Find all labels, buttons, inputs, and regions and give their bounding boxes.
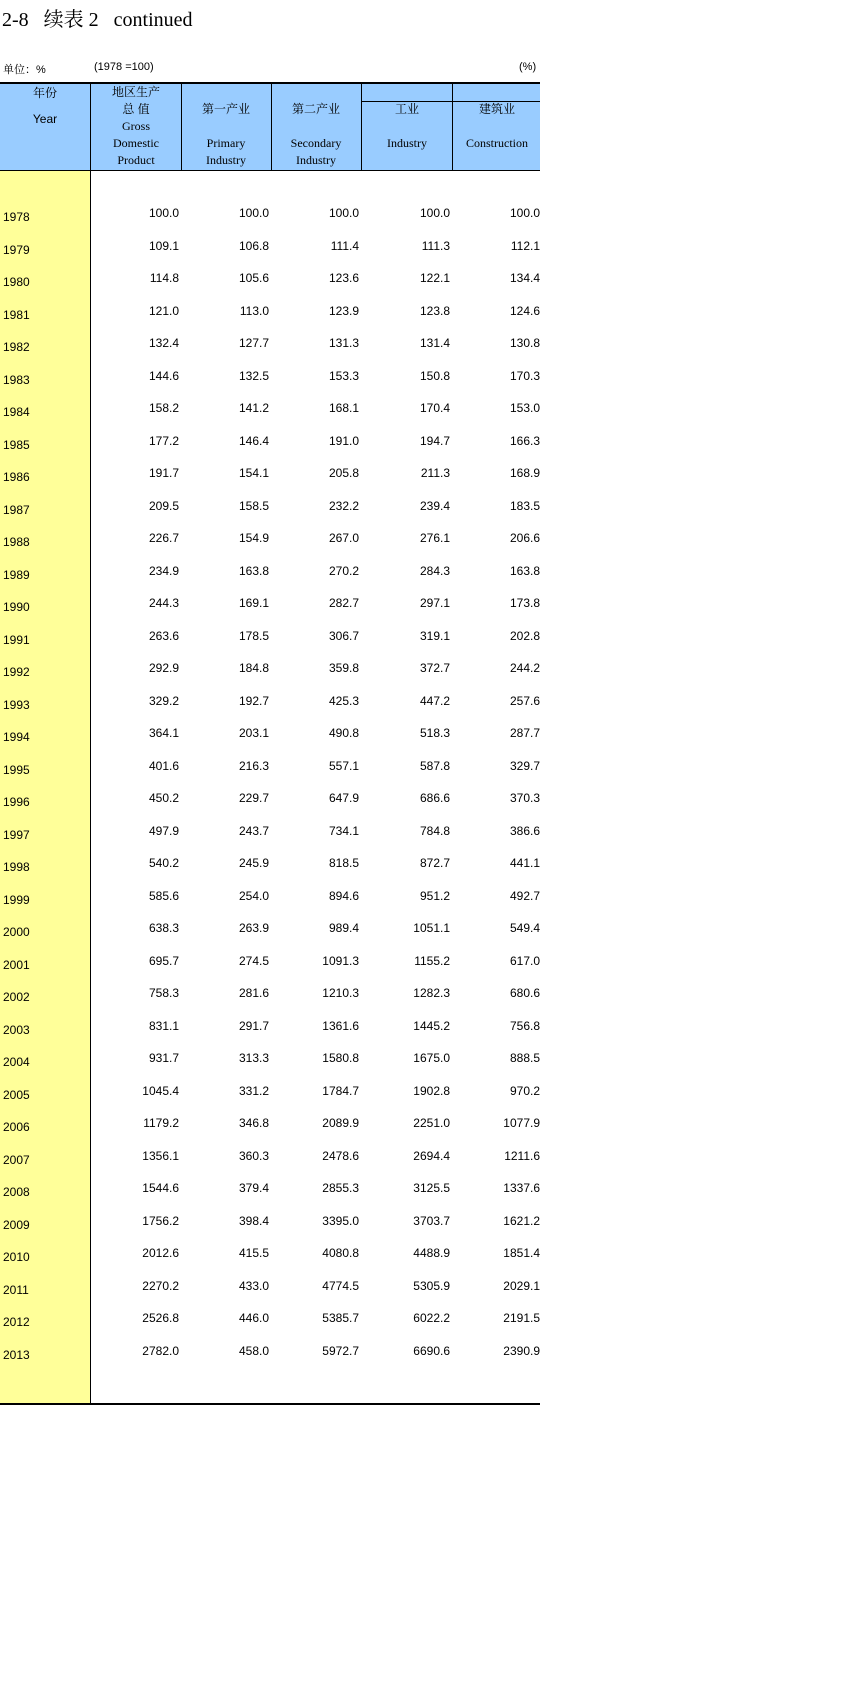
percent-label: (%) <box>519 61 537 73</box>
year-cell: 2012 <box>3 1315 30 1329</box>
primary-cell: 415.5 <box>238 1246 269 1260</box>
gdp-cell: 109.1 <box>148 238 179 253</box>
gdp-cell: 158.2 <box>148 401 179 415</box>
primary-cell: 146.4 <box>238 433 269 448</box>
gdp-cell: 2270.2 <box>142 1278 179 1293</box>
construction-cell: 153.0 <box>509 401 540 415</box>
secondary-cell: 359.8 <box>328 661 359 675</box>
table-row <box>0 267 540 299</box>
gdp-cell: 121.0 <box>148 303 179 318</box>
construction-cell: 970.2 <box>509 1083 540 1098</box>
gdp-cell: 132.4 <box>148 336 179 350</box>
secondary-cell: 989.4 <box>328 921 359 935</box>
primary-cell: 245.9 <box>238 856 269 870</box>
gdp-cell: 540.2 <box>148 856 179 870</box>
industry-cell: 1282.3 <box>413 986 450 1000</box>
construction-cell: 206.6 <box>509 531 540 545</box>
header-gdp-cn2: 总 值 <box>122 102 150 116</box>
industry-cell: 3703.7 <box>413 1213 450 1228</box>
secondary-cell: 267.0 <box>328 531 359 545</box>
secondary-cell: 282.7 <box>328 596 359 610</box>
table-row <box>0 917 540 949</box>
secondary-cell: 1784.7 <box>322 1083 359 1098</box>
construction-cell: 617.0 <box>509 953 540 968</box>
table-row <box>0 462 540 494</box>
construction-cell: 163.8 <box>509 563 540 578</box>
year-cell: 1982 <box>3 340 30 354</box>
gdp-cell: 177.2 <box>148 433 179 448</box>
primary-cell: 192.7 <box>238 693 269 708</box>
table-row <box>0 592 540 624</box>
secondary-cell: 111.4 <box>330 238 359 253</box>
industry-cell: 518.3 <box>419 726 450 740</box>
construction-cell: 183.5 <box>509 498 540 513</box>
primary-cell: 254.0 <box>238 888 269 903</box>
primary-cell: 154.1 <box>238 466 269 480</box>
table-row <box>0 787 540 819</box>
header-gdp <box>91 84 181 170</box>
secondary-cell: 5385.7 <box>322 1311 359 1325</box>
secondary-cell: 1210.3 <box>322 986 359 1000</box>
primary-cell: 360.3 <box>238 1148 269 1163</box>
construction-cell: 168.9 <box>509 466 540 480</box>
table-row <box>0 852 540 884</box>
table-row <box>0 300 540 332</box>
construction-cell: 2029.1 <box>503 1278 540 1293</box>
gdp-cell: 209.5 <box>148 498 179 513</box>
construction-cell: 130.8 <box>509 336 540 350</box>
table-row <box>0 1047 540 1079</box>
construction-cell: 1621.2 <box>503 1213 540 1228</box>
secondary-cell: 1361.6 <box>322 1018 359 1033</box>
gdp-cell: 114.8 <box>149 271 179 285</box>
industry-cell: 1902.8 <box>413 1083 450 1098</box>
construction-cell: 370.3 <box>509 791 540 805</box>
header-divider <box>90 84 91 170</box>
industry-cell: 872.7 <box>419 856 450 870</box>
primary-cell: 106.8 <box>238 238 269 253</box>
construction-cell: 100.0 <box>509 206 540 220</box>
industry-cell: 100.0 <box>419 206 450 220</box>
table-body <box>0 171 540 1405</box>
construction-cell: 134.4 <box>509 271 540 285</box>
header-gdp-en1: Gross <box>121 119 150 133</box>
header-gdp-en3: Product <box>117 153 155 167</box>
header-subgroup-rule <box>361 101 540 102</box>
year-cell: 1992 <box>3 665 30 679</box>
year-cell: 1995 <box>3 762 30 777</box>
secondary-cell: 1091.3 <box>322 953 359 968</box>
industry-cell: 170.4 <box>419 401 450 415</box>
year-cell: 1989 <box>3 567 30 582</box>
gdp-cell: 1756.2 <box>142 1213 179 1228</box>
table-row <box>0 885 540 917</box>
year-cell: 1984 <box>3 405 30 419</box>
construction-cell: 1211.6 <box>504 1148 540 1163</box>
construction-cell: 1851.4 <box>503 1246 540 1260</box>
year-cell: 1983 <box>3 372 30 387</box>
header-construction <box>452 84 542 170</box>
table-row <box>0 1275 540 1307</box>
industry-cell: 297.1 <box>419 596 450 610</box>
primary-cell: 229.7 <box>238 791 269 805</box>
primary-cell: 281.6 <box>238 986 269 1000</box>
header-industry-en: Industry <box>387 136 427 150</box>
industry-cell: 319.1 <box>419 628 450 643</box>
table-row <box>0 495 540 527</box>
primary-cell: 141.2 <box>238 401 269 415</box>
header-industry <box>362 84 452 170</box>
construction-cell: 329.7 <box>509 758 540 773</box>
header-construction-en: Construction <box>466 136 528 150</box>
construction-cell: 549.4 <box>509 921 540 935</box>
gdp-cell: 695.7 <box>148 953 179 968</box>
industry-cell: 150.8 <box>419 368 450 383</box>
industry-cell: 111.3 <box>421 238 450 253</box>
industry-cell: 211.3 <box>420 466 450 480</box>
primary-cell: 291.7 <box>238 1018 269 1033</box>
industry-cell: 3125.5 <box>413 1181 450 1195</box>
primary-cell: 105.6 <box>238 271 269 285</box>
construction-cell: 2191.5 <box>503 1311 540 1325</box>
secondary-cell: 1580.8 <box>322 1051 359 1065</box>
table-row <box>0 235 540 267</box>
industry-cell: 587.8 <box>419 758 450 773</box>
primary-cell: 203.1 <box>238 726 269 740</box>
table-row <box>0 950 540 982</box>
primary-cell: 446.0 <box>238 1311 269 1325</box>
table-row <box>0 1080 540 1112</box>
secondary-cell: 425.3 <box>328 693 359 708</box>
year-cell: 1990 <box>3 600 30 614</box>
header-year-cn: 年份 <box>32 86 57 100</box>
year-cell: 2003 <box>3 1022 30 1037</box>
year-cell: 2006 <box>3 1120 30 1134</box>
header-industry-cn: 工业 <box>394 102 419 116</box>
gdp-cell: 831.1 <box>148 1018 179 1033</box>
secondary-cell: 2089.9 <box>322 1116 359 1130</box>
table-row <box>0 722 540 754</box>
gdp-cell: 234.9 <box>148 563 179 578</box>
gdp-cell: 450.2 <box>148 791 179 805</box>
table-row <box>0 1210 540 1242</box>
primary-cell: 379.4 <box>238 1181 269 1195</box>
construction-cell: 680.6 <box>509 986 540 1000</box>
industry-cell: 1051.1 <box>413 921 450 935</box>
table-row <box>0 1307 540 1339</box>
construction-cell: 2390.9 <box>503 1343 540 1358</box>
secondary-cell: 4080.8 <box>322 1246 359 1260</box>
secondary-cell: 3395.0 <box>322 1213 359 1228</box>
secondary-cell: 205.8 <box>328 466 359 480</box>
table-row <box>0 1112 540 1144</box>
year-cell: 2000 <box>3 925 30 939</box>
header-construction-cn: 建筑业 <box>478 102 515 116</box>
secondary-cell: 131.3 <box>328 336 359 350</box>
year-cell: 1998 <box>3 860 30 874</box>
construction-cell: 166.3 <box>509 433 540 448</box>
gdp-cell: 497.9 <box>148 823 179 838</box>
industry-cell: 122.1 <box>419 271 450 285</box>
gdp-cell: 931.7 <box>148 1051 179 1065</box>
construction-cell: 1077.9 <box>503 1116 540 1130</box>
table-row <box>0 625 540 657</box>
secondary-cell: 2478.6 <box>322 1148 359 1163</box>
secondary-cell: 734.1 <box>328 823 359 838</box>
table-row <box>0 1340 540 1372</box>
industry-cell: 5305.9 <box>413 1278 450 1293</box>
header-divider <box>181 84 182 170</box>
industry-cell: 686.6 <box>419 791 450 805</box>
gdp-cell: 2782.0 <box>142 1343 179 1358</box>
secondary-cell: 100.0 <box>328 206 359 220</box>
industry-cell: 194.7 <box>419 433 450 448</box>
gdp-cell: 638.3 <box>148 921 179 935</box>
year-cell: 1986 <box>3 470 30 484</box>
industry-cell: 284.3 <box>419 563 450 578</box>
secondary-cell: 123.9 <box>328 303 359 318</box>
primary-cell: 154.9 <box>238 531 269 545</box>
year-cell: 2011 <box>3 1282 29 1297</box>
table-row <box>0 430 540 462</box>
primary-cell: 100.0 <box>238 206 269 220</box>
primary-cell: 169.1 <box>238 596 269 610</box>
header-primary-en1: Primary <box>206 136 246 150</box>
primary-cell: 458.0 <box>238 1343 269 1358</box>
construction-cell: 756.8 <box>509 1018 540 1033</box>
primary-cell: 127.7 <box>238 336 269 350</box>
industry-cell: 2694.4 <box>413 1148 450 1163</box>
year-cell: 1996 <box>3 795 30 809</box>
year-cell: 1987 <box>3 502 30 517</box>
year-cell: 1979 <box>3 242 30 257</box>
construction-cell: 170.3 <box>509 368 540 383</box>
industry-cell: 276.1 <box>419 531 450 545</box>
year-cell: 1997 <box>3 827 30 842</box>
year-cell: 2005 <box>3 1087 30 1102</box>
secondary-cell: 2855.3 <box>322 1181 359 1195</box>
gdp-cell: 1544.6 <box>142 1181 179 1195</box>
year-cell: 1981 <box>3 307 30 322</box>
construction-cell: 888.5 <box>509 1051 540 1065</box>
industry-cell: 6690.6 <box>413 1343 450 1358</box>
gdp-cell: 144.6 <box>148 368 179 383</box>
industry-cell: 4488.9 <box>413 1246 450 1260</box>
secondary-cell: 191.0 <box>328 433 359 448</box>
primary-cell: 331.2 <box>238 1083 269 1098</box>
year-cell: 1999 <box>3 892 30 907</box>
table-row <box>0 1145 540 1177</box>
industry-cell: 372.7 <box>419 661 450 675</box>
table-header <box>0 82 540 171</box>
year-cell: 2013 <box>3 1347 30 1362</box>
header-secondary <box>271 84 361 170</box>
construction-cell: 386.6 <box>509 823 540 838</box>
gdp-cell: 2012.6 <box>142 1246 179 1260</box>
primary-cell: 263.9 <box>238 921 269 935</box>
primary-cell: 346.8 <box>238 1116 269 1130</box>
primary-cell: 184.8 <box>238 661 269 675</box>
table-row <box>0 982 540 1014</box>
industry-cell: 2251.0 <box>413 1116 450 1130</box>
gdp-cell: 329.2 <box>148 693 179 708</box>
gdp-cell: 100.0 <box>148 206 179 220</box>
year-cell: 2001 <box>3 957 30 972</box>
table-row <box>0 657 540 689</box>
table-row <box>0 332 540 364</box>
gdp-cell: 1179.2 <box>143 1116 179 1130</box>
header-primary <box>181 84 271 170</box>
header-year-en: Year <box>32 112 58 126</box>
table-row <box>0 397 540 429</box>
secondary-cell: 557.1 <box>328 758 359 773</box>
primary-cell: 178.5 <box>238 628 269 643</box>
secondary-cell: 5972.7 <box>322 1343 359 1358</box>
year-cell: 2004 <box>3 1055 30 1069</box>
gdp-cell: 292.9 <box>148 661 179 675</box>
table-row <box>0 527 540 559</box>
industry-cell: 447.2 <box>419 693 450 708</box>
construction-cell: 112.1 <box>510 238 540 253</box>
industry-cell: 1155.2 <box>414 953 450 968</box>
construction-cell: 202.8 <box>509 628 540 643</box>
unit-label: 单位：% <box>3 64 46 76</box>
secondary-cell: 4774.5 <box>322 1278 359 1293</box>
header-secondary-en2: Industry <box>296 153 336 167</box>
year-cell: 1980 <box>3 275 30 289</box>
secondary-cell: 894.6 <box>328 888 359 903</box>
index-table <box>0 82 540 1405</box>
primary-cell: 398.4 <box>238 1213 269 1228</box>
table-row <box>0 690 540 722</box>
table-row <box>0 1177 540 1209</box>
industry-cell: 1675.0 <box>413 1051 450 1065</box>
header-divider <box>271 84 272 170</box>
secondary-cell: 490.8 <box>328 726 359 740</box>
year-cell: 2008 <box>3 1185 30 1199</box>
primary-cell: 433.0 <box>238 1278 269 1293</box>
table-row <box>0 202 540 234</box>
year-cell: 2010 <box>3 1250 30 1264</box>
year-cell: 1991 <box>3 632 30 647</box>
table-row <box>0 365 540 397</box>
gdp-cell: 1356.1 <box>142 1148 179 1163</box>
secondary-cell: 818.5 <box>328 856 359 870</box>
secondary-cell: 232.2 <box>328 498 359 513</box>
construction-cell: 173.8 <box>509 596 540 610</box>
industry-cell: 1445.2 <box>413 1018 450 1033</box>
primary-cell: 216.3 <box>238 758 269 773</box>
header-year <box>0 84 90 170</box>
header-primary-cn: 第一产业 <box>201 102 250 116</box>
year-cell: 1988 <box>3 535 30 549</box>
gdp-cell: 244.3 <box>148 596 179 610</box>
table-row <box>0 1015 540 1047</box>
secondary-cell: 647.9 <box>328 791 359 805</box>
construction-cell: 441.1 <box>509 856 540 870</box>
construction-cell: 244.2 <box>509 661 540 675</box>
industry-cell: 123.8 <box>419 303 450 318</box>
table-row <box>0 560 540 592</box>
gdp-cell: 401.6 <box>148 758 179 773</box>
table-row <box>0 820 540 852</box>
industry-cell: 239.4 <box>419 498 450 513</box>
industry-cell: 951.2 <box>419 888 450 903</box>
gdp-cell: 2526.8 <box>142 1311 179 1325</box>
construction-cell: 287.7 <box>509 726 540 740</box>
header-gdp-cn1: 地区生产 <box>111 85 160 99</box>
header-divider <box>452 84 453 170</box>
secondary-cell: 306.7 <box>328 628 359 643</box>
construction-cell: 124.6 <box>509 303 540 318</box>
header-secondary-en1: Secondary <box>290 136 342 150</box>
gdp-cell: 191.7 <box>148 466 179 480</box>
year-cell: 2007 <box>3 1152 30 1167</box>
gdp-cell: 226.7 <box>148 531 179 545</box>
primary-cell: 158.5 <box>238 498 269 513</box>
year-cell: 2009 <box>3 1217 30 1232</box>
primary-cell: 243.7 <box>238 823 269 838</box>
year-cell: 1994 <box>3 730 30 744</box>
header-divider <box>361 84 362 170</box>
secondary-cell: 153.3 <box>328 368 359 383</box>
primary-cell: 274.5 <box>238 953 269 968</box>
secondary-cell: 123.6 <box>328 271 359 285</box>
table-row <box>0 755 540 787</box>
industry-cell: 131.4 <box>419 336 450 350</box>
construction-cell: 492.7 <box>509 888 540 903</box>
year-cell: 1993 <box>3 697 30 712</box>
secondary-cell: 168.1 <box>328 401 359 415</box>
gdp-cell: 758.3 <box>148 986 179 1000</box>
primary-cell: 313.3 <box>238 1051 269 1065</box>
base-year-label: (1978 =100) <box>94 61 154 73</box>
industry-cell: 784.8 <box>419 823 450 838</box>
gdp-cell: 585.6 <box>148 888 179 903</box>
secondary-cell: 270.2 <box>328 563 359 578</box>
construction-cell: 1337.6 <box>503 1181 540 1195</box>
gdp-cell: 1045.4 <box>142 1083 179 1098</box>
header-secondary-cn: 第二产业 <box>291 102 340 116</box>
primary-cell: 132.5 <box>238 368 269 383</box>
primary-cell: 163.8 <box>238 563 269 578</box>
table-row <box>0 1242 540 1274</box>
header-primary-en2: Industry <box>206 153 246 167</box>
construction-cell: 257.6 <box>509 693 540 708</box>
industry-cell: 6022.2 <box>413 1311 450 1325</box>
header-gdp-en2: Domestic <box>113 136 159 150</box>
year-cell: 1978 <box>3 210 30 224</box>
year-cell: 2002 <box>3 990 30 1004</box>
gdp-cell: 364.1 <box>148 726 179 740</box>
gdp-cell: 263.6 <box>148 628 179 643</box>
table-title: 2-8 续表 2 continued <box>2 9 193 31</box>
year-cell: 1985 <box>3 437 30 452</box>
primary-cell: 113.0 <box>239 303 269 318</box>
